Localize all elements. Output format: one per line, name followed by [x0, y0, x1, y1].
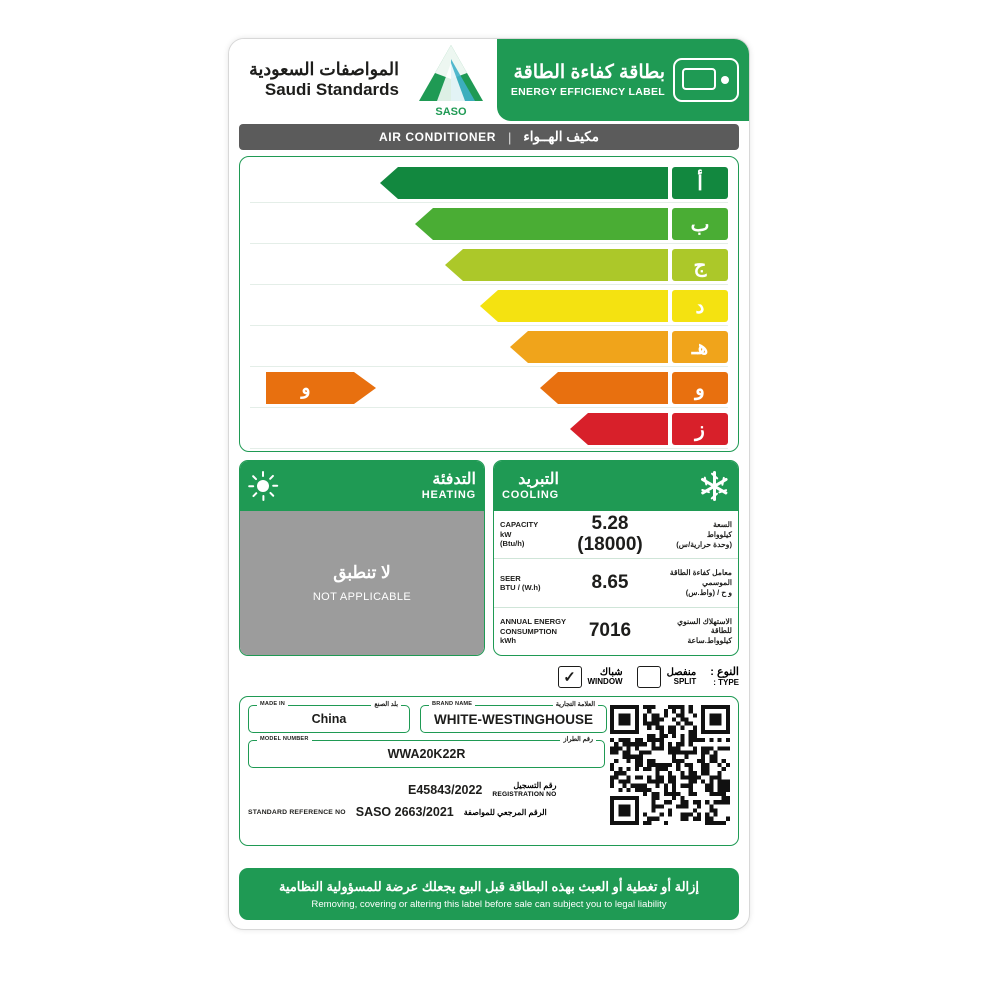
product-info-block — [239, 696, 739, 846]
brand-caption-en: BRAND NAME — [429, 701, 475, 707]
grade-divider — [250, 202, 728, 203]
grade-row — [240, 368, 738, 408]
registration-caption-en: REGISTRATION NO — [492, 790, 557, 798]
made-in-caption-en: MADE IN — [257, 701, 288, 707]
type-option-split[interactable] — [637, 666, 697, 688]
grade-divider — [250, 407, 728, 408]
grade-row — [240, 327, 738, 367]
label-header — [229, 39, 749, 121]
grade-row — [240, 163, 738, 203]
qr-code[interactable] — [610, 705, 730, 825]
spec-label-ar: معامل كفاءة الطاقة الموسمي و ح / (واط.س) — [669, 568, 732, 597]
warning-ar: إزالة أو تغطية أو العبث بهذه البطاقة قبل البيع يجعلك عرضة للمسؤولية النظامية — [278, 878, 700, 894]
type-option-label-ar: منفصل — [666, 666, 697, 678]
grade-arrow — [445, 249, 668, 281]
product-type-bar — [239, 124, 739, 150]
energy-label-title-en: ENERGY EFFICIENCY LABEL — [510, 85, 665, 98]
brand-caption-ar: العلامة التجارية — [553, 700, 598, 708]
spec-value: 5.28 (18000) — [577, 512, 643, 555]
cooling-panel — [493, 460, 739, 656]
grade-row — [240, 409, 738, 449]
standard-reference-row — [248, 805, 608, 819]
spec-value: 8.65 — [591, 571, 629, 593]
svg-text:SASO: SASO — [435, 106, 467, 118]
model-value: WWA20K22R — [387, 747, 466, 761]
spec-label-en: CAPACITY kW (Btu/h) — [500, 520, 539, 549]
spec-label-ar: الاستهلاك السنوي للطاقة كيلوواط.ساعة — [677, 616, 732, 646]
cooling-spec-rows — [494, 511, 738, 655]
org-name-ar: المواصفات السعودية — [249, 59, 399, 80]
standard-caption-ar: الرقم المرجعي للمواصفة — [463, 807, 547, 817]
heating-title-en: HEATING — [421, 488, 476, 501]
cooling-spec-row — [494, 559, 738, 607]
heating-panel — [239, 460, 485, 656]
registration-value: E45843/2022 — [408, 783, 483, 798]
energy-label-title-ar: بطاقة كفاءة الطاقة — [513, 62, 665, 84]
grade-divider — [250, 448, 728, 449]
type-option-label-ar: شباك — [599, 666, 623, 678]
efficiency-grade-scale — [239, 156, 739, 452]
grade-arrow — [415, 208, 668, 240]
grade-letter: ب — [672, 208, 728, 240]
registration-caption-ar: رقم التسجيل — [513, 781, 557, 790]
grade-divider — [250, 284, 728, 285]
heating-value-en: NOT APPLICABLE — [312, 591, 412, 603]
saudi-standards-wordmark — [229, 39, 405, 121]
grade-divider — [250, 366, 728, 367]
cooling-title-ar: التبريد — [518, 471, 559, 489]
type-label — [710, 667, 739, 687]
grade-letter: د — [672, 290, 728, 322]
grade-divider — [250, 325, 728, 326]
registration-row — [248, 782, 608, 798]
heating-panel-header — [240, 461, 484, 511]
type-selection-row — [239, 662, 739, 692]
heating-not-applicable — [240, 511, 484, 655]
grade-divider — [250, 243, 728, 244]
grade-row — [240, 204, 738, 244]
brand-value: WHITE-WESTINGHOUSE — [434, 711, 593, 727]
type-label-ar: النوع : — [710, 666, 739, 679]
spec-label-en: SEER BTU / (W.h) — [500, 573, 541, 592]
grade-arrow — [510, 331, 668, 363]
type-checkbox[interactable]: ✓ — [558, 666, 582, 688]
grade-arrow — [570, 413, 668, 445]
grade-arrow — [540, 372, 668, 404]
model-caption-en: MODEL NUMBER — [257, 736, 312, 742]
air-conditioner-icon — [673, 58, 739, 102]
type-checkbox[interactable] — [637, 666, 661, 688]
product-type-ar: مكيف الهــواء — [523, 129, 599, 144]
snowflake-icon — [698, 470, 730, 502]
brand-field — [420, 701, 607, 733]
grade-letter: ز — [672, 413, 728, 445]
grade-arrow — [380, 167, 668, 199]
product-type-en: AIR CONDITIONER — [379, 130, 497, 144]
type-option-label-en: SPLIT — [673, 677, 697, 687]
legal-warning-footer — [239, 868, 739, 920]
cooling-title-en: COOLING — [502, 488, 559, 501]
heating-title-ar: التدفئة — [432, 471, 476, 489]
current-grade-marker: و — [266, 372, 376, 404]
energy-label-banner — [497, 39, 749, 121]
spec-label-en: ANNUAL ENERGY CONSUMPTION kWh — [500, 617, 566, 646]
title-separator: | — [508, 129, 512, 145]
performance-panels — [239, 460, 739, 656]
cooling-spec-row — [494, 608, 738, 655]
cooling-panel-header — [494, 461, 738, 511]
spec-label-ar: السعة كيلوواط (وحدة حرارية/س) — [676, 519, 732, 549]
made-in-value: China — [311, 712, 347, 726]
warning-en: Removing, covering or altering this label before sale can subject you to legal liability — [311, 898, 667, 910]
type-option-window[interactable] — [558, 666, 623, 688]
org-name-en: Saudi Standards — [264, 80, 399, 100]
energy-label-card — [228, 38, 750, 930]
grade-letter: و — [672, 372, 728, 404]
model-caption-ar: رقم الطراز — [560, 735, 596, 743]
grade-letter: هـ — [672, 331, 728, 363]
saso-logo-icon — [405, 39, 497, 121]
standard-value: SASO 2663/2021 — [355, 805, 454, 820]
grade-arrow — [480, 290, 668, 322]
heating-value-ar: لا تنطبق — [333, 563, 391, 582]
grade-row — [240, 286, 738, 326]
type-option-label-en: WINDOW — [587, 677, 623, 687]
type-label-en: TYPE : — [713, 677, 739, 687]
cooling-spec-row — [494, 511, 738, 559]
grade-row — [240, 245, 738, 285]
spec-value: 7016 — [588, 619, 632, 641]
made-in-caption-ar: بلد الصنع — [371, 700, 401, 708]
made-in-field — [248, 701, 410, 733]
grade-letter: ج — [672, 249, 728, 281]
grade-letter: أ — [672, 167, 728, 199]
model-field — [248, 736, 605, 768]
standard-caption-en: STANDARD REFERENCE NO — [248, 808, 346, 816]
sun-icon — [248, 471, 278, 501]
